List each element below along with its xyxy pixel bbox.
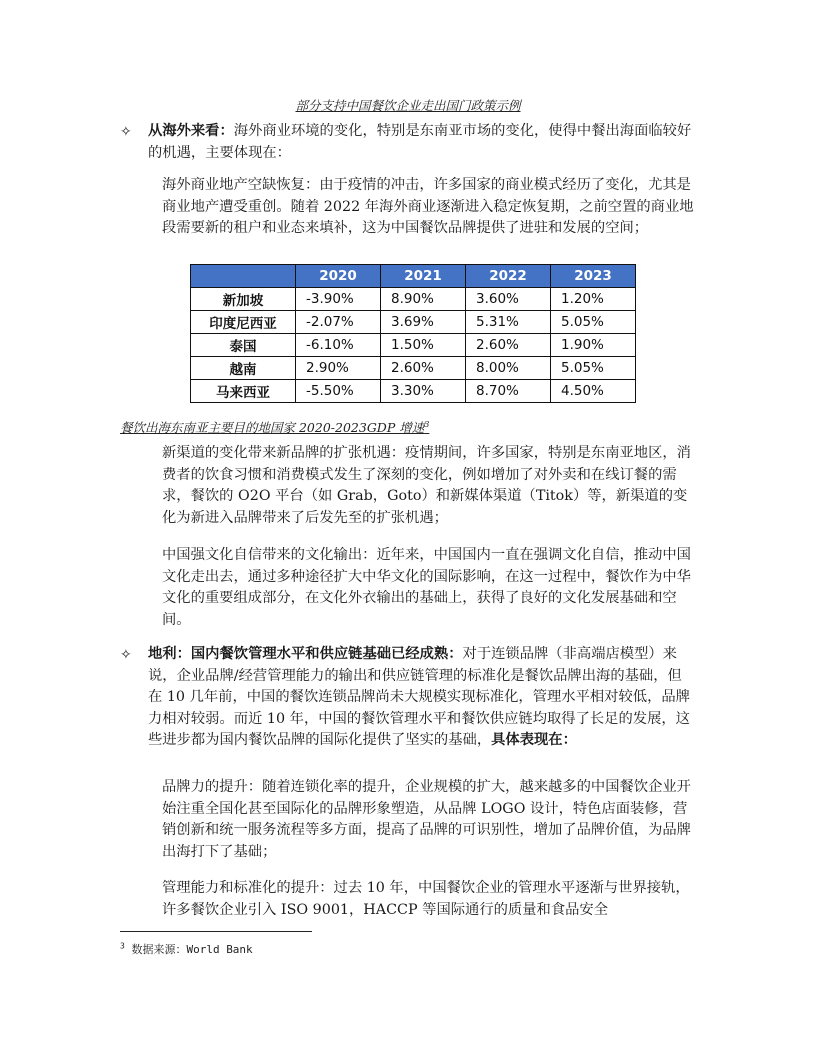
footnote-number: 3	[120, 941, 125, 951]
value-cell: -6.10%	[296, 334, 381, 357]
table-header-cell	[191, 265, 296, 288]
value-cell: 4.50%	[551, 380, 636, 403]
table-header-cell: 2022	[466, 265, 551, 288]
section-domestic-tail: 具体表现在：	[491, 732, 577, 748]
management-paragraph: 管理能力和标准化的提升：过去 10 年，中国餐饮企业的管理水平逐渐与世界接轨，许多餐饮企业引入 ISO 9001，HACCP 等国际通行的质量和食品安全	[162, 880, 690, 918]
value-cell: 2.60%	[381, 357, 466, 380]
table-header-cell: 2020	[296, 265, 381, 288]
value-cell: 8.90%	[381, 288, 466, 311]
policy-caption: 部分支持中国餐饮企业走出国门政策示例	[295, 98, 521, 113]
section-overseas-text: 海外商业环境的变化，特别是东南亚市场的变化，使得中餐出海面临较好的机遇，主要体现在：	[148, 123, 692, 161]
culture-export-paragraph: 中国强文化自信带来的文化输出：近年来，中国国内一直在强调文化自信，推动中国文化走出去，通过多种途径扩大中华文化的国际影响，在这一过程中，餐饮作为中华文化的重要组成部分，在文化外衣输出的基础上，获得了良好的文化发展基础和空间。	[162, 547, 691, 628]
table-header-cell: 2021	[381, 265, 466, 288]
diamond-bullet-icon: ✧	[120, 647, 132, 663]
section-domestic-lead: 地利：国内餐饮管理水平和供应链基础已经成熟：	[148, 646, 463, 662]
country-cell: 泰国	[191, 334, 296, 357]
table-row	[191, 311, 636, 334]
section-domestic-text: 对于连锁品牌（非高端店模型）来说，企业品牌/经营管理能力的输出和供应链管理的标准化是餐饮品牌出海的基础，但在 10 几年前，中国的餐饮连锁品牌尚未大规模实现标准化，管理水平相对较低，品牌力相对较弱。而近 10 年，中国的餐饮管理水平和餐饮供应链均取得了长足的发展，这些进步都为国内餐饮品牌的国际化提供了坚实的基础，	[148, 646, 690, 748]
value-cell: 3.30%	[381, 380, 466, 403]
table-header-cell: 2023	[551, 265, 636, 288]
value-cell: 5.05%	[551, 311, 636, 334]
value-cell: 3.69%	[381, 311, 466, 334]
table-caption	[120, 418, 429, 436]
commercial-property-paragraph: 海外商业地产空缺恢复：由于疫情的冲击，许多国家的商业模式经历了变化，尤其是商业地产遭受重创。随着 2022 年海外商业逐渐进入稳定恢复期，之前空置的商业地段需要新的租户和业态来填补，这为中国餐饮品牌提供了进驻和发展的空间；	[162, 177, 694, 236]
value-cell: 2.90%	[296, 357, 381, 380]
footnote	[120, 941, 253, 957]
value-cell: -3.90%	[296, 288, 381, 311]
table-caption-text: 餐饮出海东南亚主要目的地国家 2020-2023GDP 增速	[120, 420, 425, 435]
country-cell: 越南	[191, 357, 296, 380]
value-cell: 3.60%	[466, 288, 551, 311]
brand-power-paragraph: 品牌力的提升：随着连锁化率的提升，企业规模的扩大，越来越多的中国餐饮企业开始注重全国化甚至国际化的品牌形象塑造，从品牌 LOGO 设计，特色店面装修，营销创新和统一服务流程等多方面，提高了品牌的可识别性，增加了品牌价值，为品牌出海打下了基础；	[162, 779, 691, 860]
diamond-bullet-icon: ✧	[120, 124, 132, 140]
country-cell: 马来西亚	[191, 380, 296, 403]
table-row	[191, 288, 636, 311]
value-cell: 8.00%	[466, 357, 551, 380]
table-row	[191, 334, 636, 357]
footnote-divider	[120, 931, 312, 932]
section-overseas-paragraph	[148, 121, 696, 164]
value-cell: 5.31%	[466, 311, 551, 334]
footnote-ref[interactable]: 3	[424, 419, 430, 429]
table-header-row	[191, 265, 636, 288]
value-cell: 2.60%	[466, 334, 551, 357]
value-cell: 1.20%	[551, 288, 636, 311]
value-cell: -2.07%	[296, 311, 381, 334]
value-cell: 1.90%	[551, 334, 636, 357]
footnote-text: 数据来源：World Bank	[131, 943, 253, 956]
country-cell: 新加坡	[191, 288, 296, 311]
value-cell: -5.50%	[296, 380, 381, 403]
value-cell: 8.70%	[466, 380, 551, 403]
section-overseas-lead: 从海外来看：	[148, 123, 234, 139]
value-cell: 1.50%	[381, 334, 466, 357]
table-row	[191, 380, 636, 403]
gdp-growth-table	[190, 264, 636, 403]
section-domestic-paragraph	[148, 644, 696, 752]
country-cell: 印度尼西亚	[191, 311, 296, 334]
table-row	[191, 357, 636, 380]
value-cell: 5.05%	[551, 357, 636, 380]
new-channels-paragraph: 新渠道的变化带来新品牌的扩张机遇：疫情期间，许多国家，特别是东南亚地区，消费者的饮食习惯和消费模式发生了深刻的变化，例如增加了对外卖和在线订餐的需求，餐饮的 O2O 平台（如 Grab，Goto）和新媒体渠道（Titok）等，新渠道的变化为新进入品牌带来了后发先至的扩张机遇；	[162, 445, 691, 526]
